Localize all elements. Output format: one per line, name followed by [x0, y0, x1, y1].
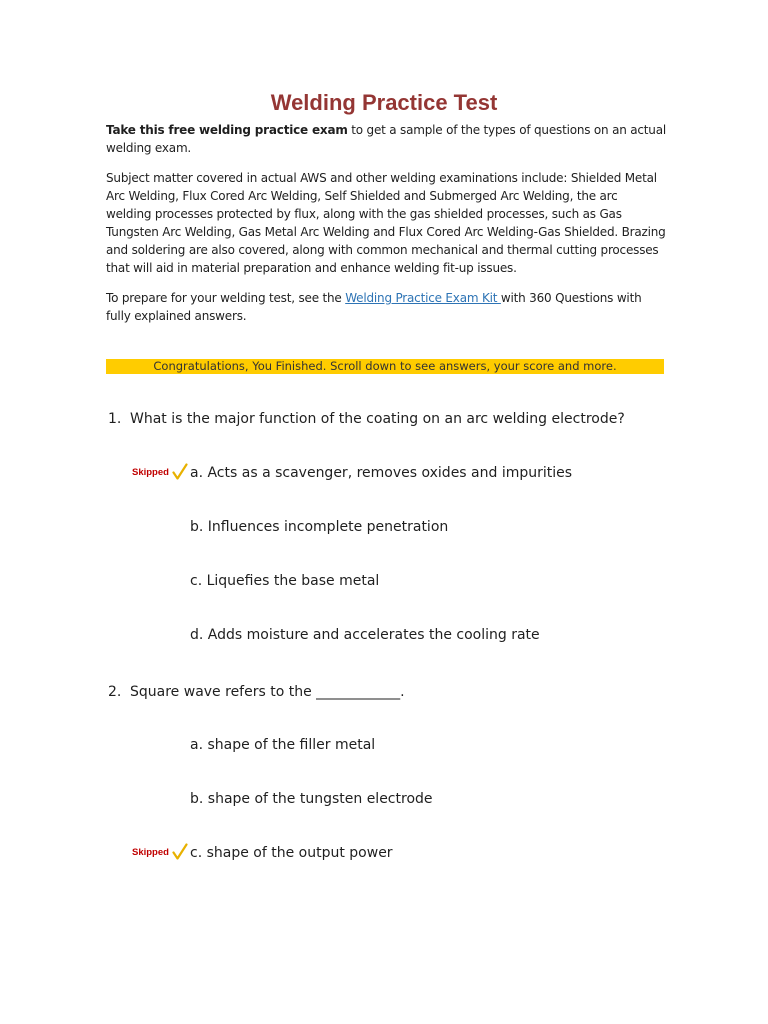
- intro-lead-bold: Take this free welding practice exam: [106, 123, 348, 137]
- answer-option: c. Liquefies the base metal: [190, 573, 380, 589]
- question-2: [108, 684, 405, 700]
- answer-status-mark: [132, 843, 188, 861]
- question-number: 1.: [108, 411, 122, 427]
- checkmark-icon: [172, 463, 188, 481]
- answer-option: b. shape of the tungsten electrode: [190, 791, 433, 807]
- answer-status-mark: [132, 463, 188, 481]
- answer-option: a. shape of the filler metal: [190, 737, 376, 753]
- practice-exam-kit-link[interactable]: Welding Practice Exam Kit: [345, 291, 501, 305]
- intro-subject: Subject matter covered in actual AWS and other welding examinations include: Shielded Metal Arc Welding, Flux Cored Arc Welding, Self Shielded and Submerged Arc Welding, the arc welding processes protected by flux, along with the gas shielded processes, such as Gas Tungsten Arc Welding, Gas Metal Arc Welding and Flux Cored Arc Welding-Gas Shielded. Brazing and soldering are also covered, along with common mechanical and thermal cutting processes that will aid in material preparation and enhance welding fit-up issues.: [106, 171, 666, 275]
- answer-option: c. shape of the output power: [190, 845, 393, 861]
- question-1: [108, 411, 625, 427]
- intro-prep: [106, 289, 666, 325]
- answer-option: a. Acts as a scavenger, removes oxides and impurities: [190, 465, 573, 481]
- prep-text-before: To prepare for your welding test, see the: [106, 291, 346, 305]
- skipped-label: Skipped: [132, 846, 169, 858]
- checkmark-icon: [172, 843, 188, 861]
- completion-banner: Congratulations, You Finished. Scroll down to see answers, your score and more.: [106, 359, 664, 374]
- answer-option: b. Influences incomplete penetration: [190, 519, 449, 535]
- intro-lead-rest: to get a sample of the types of questions on an actual welding exam.: [106, 123, 667, 155]
- question-text: Square wave refers to the ____________.: [130, 684, 405, 700]
- skipped-label: Skipped: [132, 466, 169, 478]
- question-number: 2.: [108, 684, 122, 700]
- prep-text-after: with 360 Questions with fully explained answers.: [106, 291, 642, 323]
- question-text: What is the major function of the coating on an arc welding electrode?: [130, 411, 625, 427]
- page-title: Welding Practice Test: [270, 90, 498, 115]
- answer-option: d. Adds moisture and accelerates the cooling rate: [190, 627, 540, 643]
- intro-lead: [106, 121, 666, 157]
- intro-section: [106, 121, 666, 337]
